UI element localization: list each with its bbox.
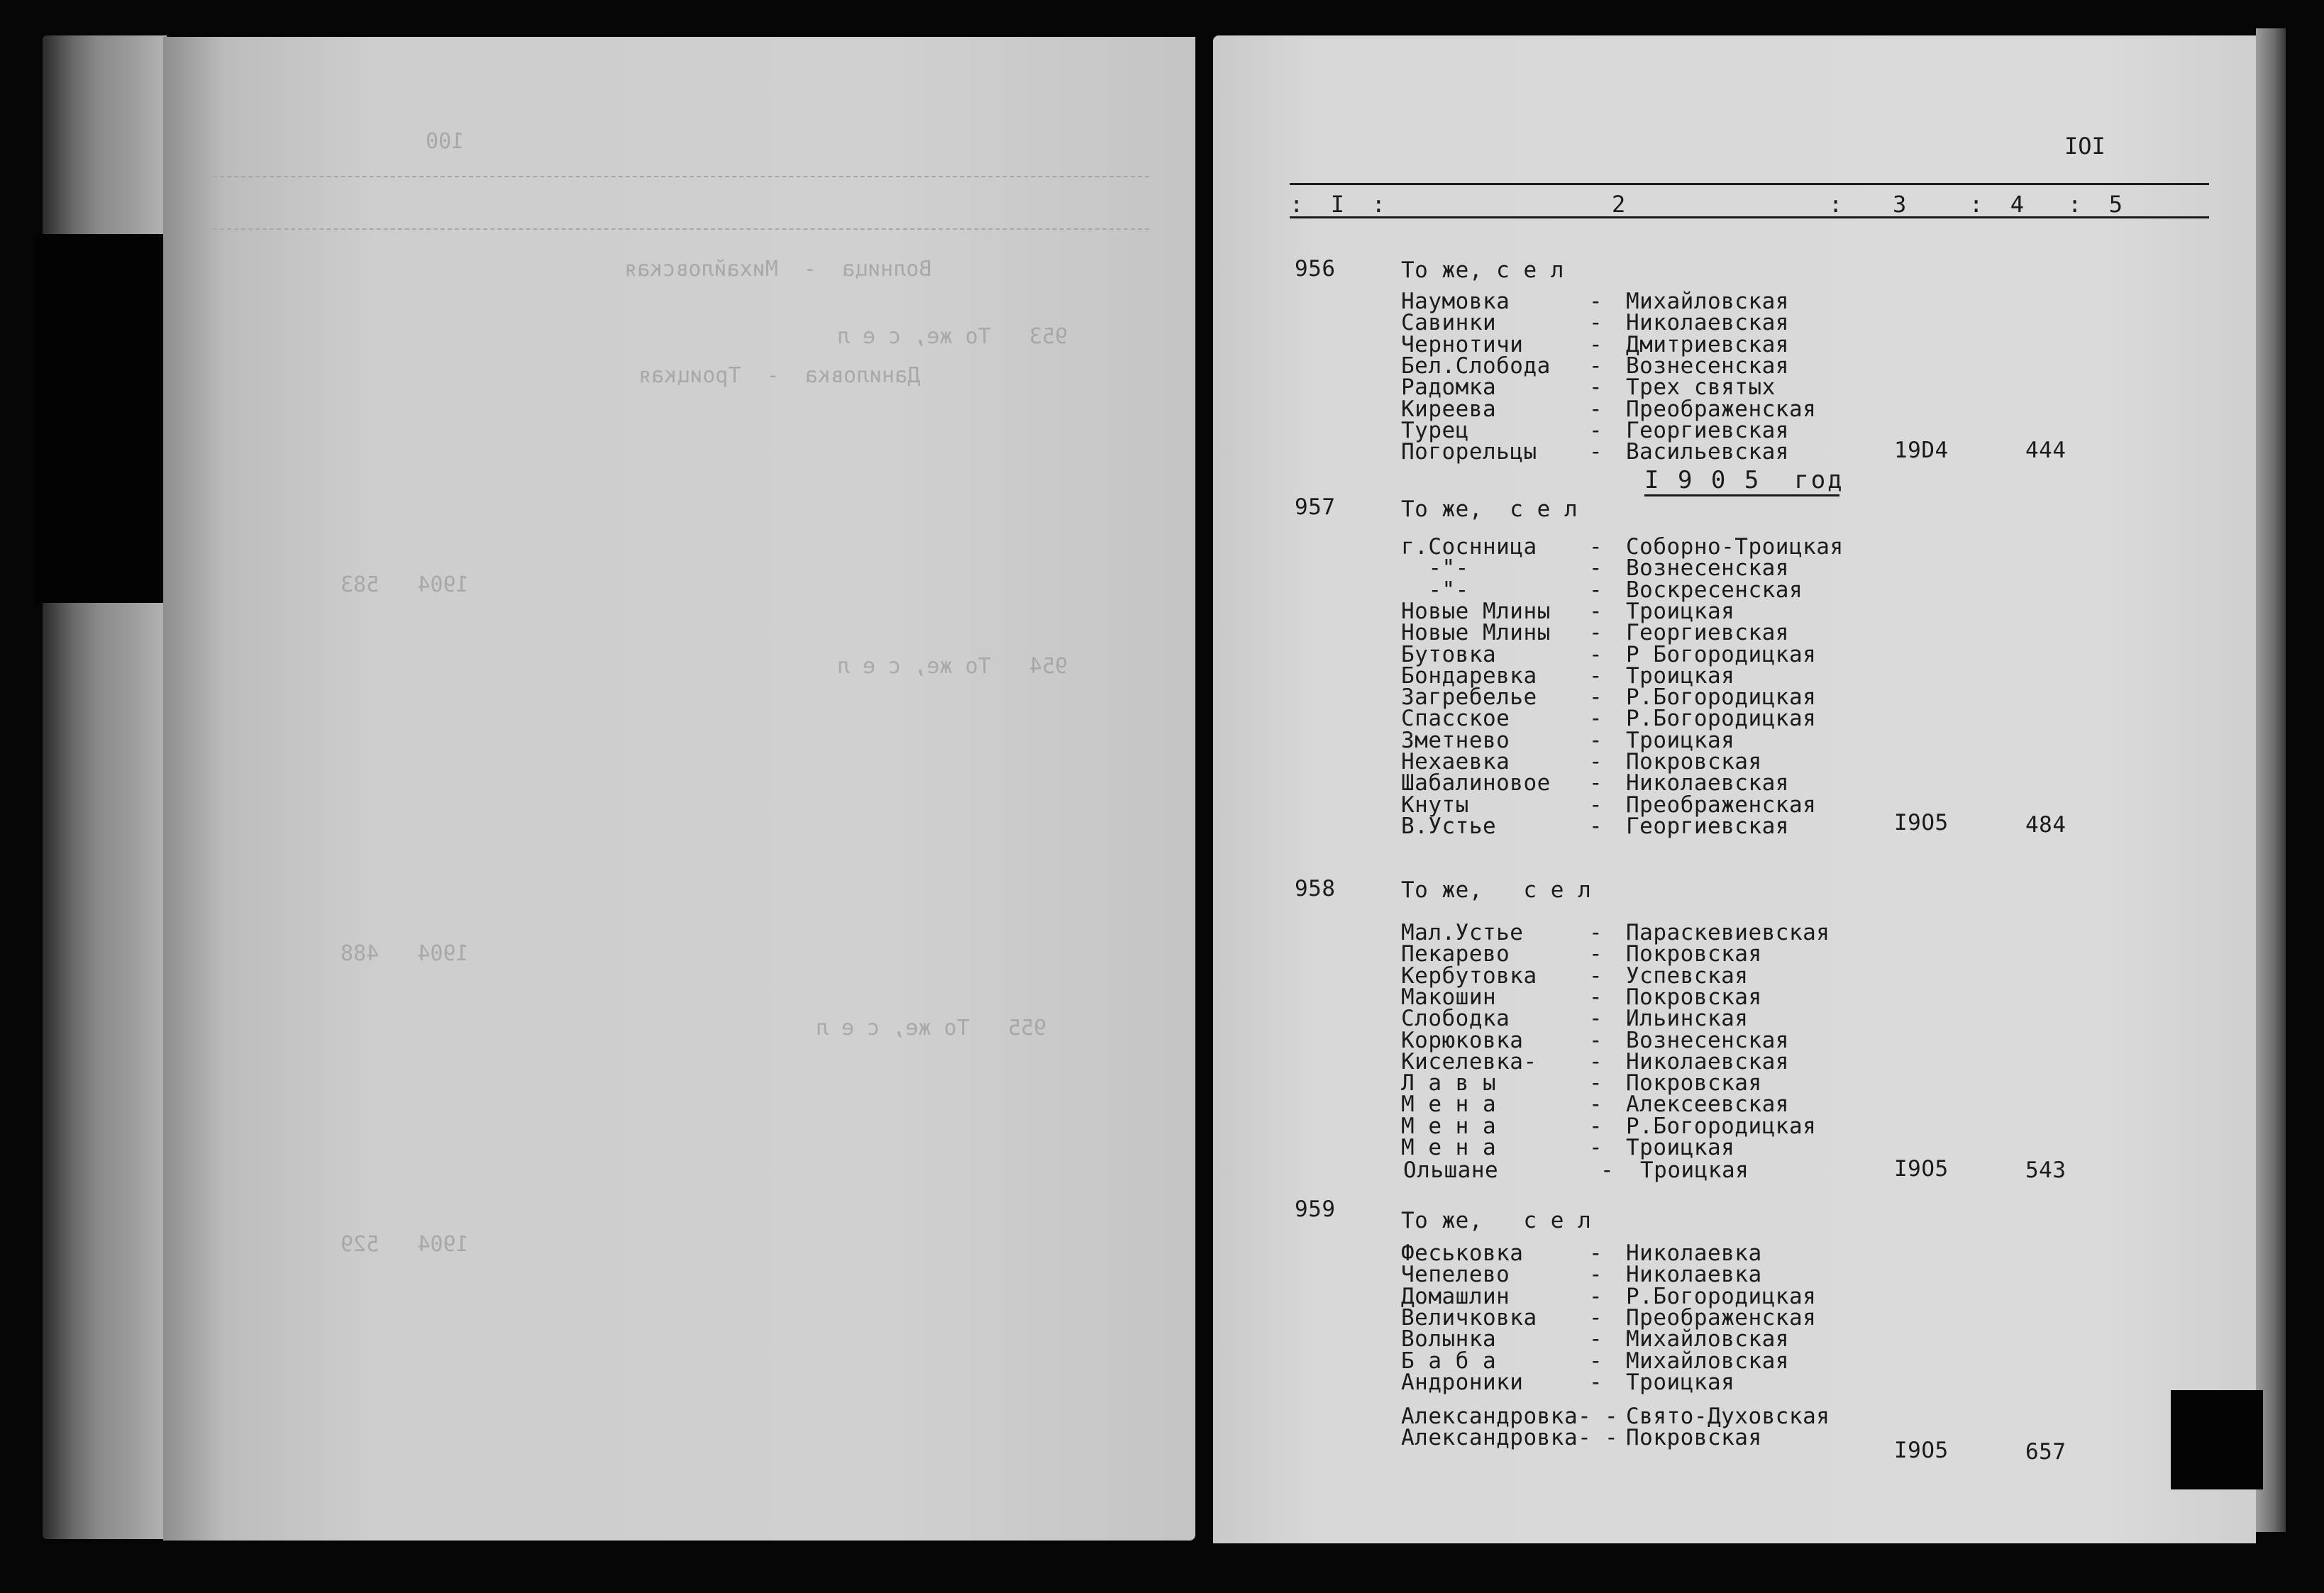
entry-number: 956 [1295,256,1336,282]
dash-separator: - [1589,1070,1603,1097]
dash-separator: - [1589,920,1603,945]
village-name: Александровка- [1401,1425,1592,1451]
dash-separator: - [1589,577,1603,603]
village-name: Нехаевка [1401,749,1510,775]
dash-separator: - [1589,417,1603,443]
church-name: Р.Богородицкая [1626,706,1817,732]
village-name: Радомка [1401,374,1497,401]
village-name: Андроники [1401,1369,1524,1395]
black-tab [35,234,163,603]
church-name: Р.Богородицкая [1626,1113,1817,1139]
church-name: Преображенская [1626,792,1817,818]
church-name: Покровская [1626,984,1762,1010]
village-name: Макошин [1401,984,1497,1010]
entry-heading: То же, с е л [1401,1208,1592,1233]
entry-year: I9O5 [1894,1438,1949,1463]
entry-count: 484 [2025,812,2066,838]
village-name: Бутовка [1401,641,1497,667]
village-name: Кнуты [1401,792,1469,818]
column-header-1: : I : [1290,191,1385,218]
entry-heading: То же, с е л [1401,496,1578,522]
entry-count: 444 [2025,438,2066,463]
village-name: Загребелье [1401,684,1537,711]
church-name: Покровская [1626,1425,1762,1451]
church-name: Р.Богородицкая [1626,1283,1817,1309]
bleed-line: 1904 583 [341,572,469,597]
village-name: М е н а [1401,1135,1497,1160]
church-name: Васильевская [1626,439,1789,465]
church-name: Троицкая [1640,1158,1749,1184]
entry-year: I9O5 [1894,1156,1949,1182]
village-name: Наумовка [1401,289,1510,314]
village-name: г.Соснница [1401,534,1537,560]
church-name: Соборно-Троицкая [1626,534,1844,560]
column-header-3: 3 [1893,191,1907,218]
dash-separator: - [1589,984,1603,1010]
entry-number: 958 [1295,876,1336,901]
church-name: Покровская [1626,941,1762,967]
dash-separator: - [1589,353,1603,379]
dash-separator: - [1589,962,1603,989]
church-name: Троицкая [1626,1135,1735,1160]
header-rule-bottom [1290,216,2209,218]
village-name: В.Устье [1401,813,1497,839]
dash-separator: - [1589,534,1603,560]
entry-heading: То же, с е л [1401,877,1592,903]
village-name: Погорельцы [1401,439,1537,465]
church-name: Свято-Духовская [1626,1404,1830,1430]
column-header-5: : 5 [2068,191,2123,218]
church-name: Вознесенская [1626,555,1789,582]
dash-separator: - [1589,641,1603,667]
bleed-line: Даниловка - Троицкая [638,363,921,388]
village-name: Александровка- [1401,1404,1592,1430]
bleed-line: 954 То же, с е л [837,654,1068,679]
entry-number: 957 [1295,494,1336,520]
village-name: Новые Млины [1401,598,1551,624]
village-name: Бондаревка [1401,662,1537,689]
dash-separator: - [1589,662,1603,689]
church-name: Дмитриевская [1626,331,1789,357]
entry-heading: То же, с е л [1401,257,1564,283]
dash-separator: - [1589,1240,1603,1266]
dash-separator: - [1589,727,1603,753]
book-right-edge [2256,28,2286,1532]
entry-count: 657 [2025,1439,2066,1465]
church-name: Николаевская [1626,770,1789,796]
village-name: Феськовка [1401,1240,1524,1266]
dash-separator: - [1589,1113,1603,1139]
dash-separator: - [1589,792,1603,818]
bleed-page-number: 100 [426,129,465,154]
dash-separator: - [1600,1158,1615,1184]
church-name: Михайловская [1626,1326,1789,1353]
year-heading: I 9 0 5 год [1644,467,1839,496]
dash-separator: - [1589,1006,1603,1032]
dash-separator: - [1589,310,1603,336]
village-name: Б а б а [1401,1348,1497,1374]
dash-separator: - [1589,1027,1603,1053]
village-name: Домашлин [1401,1283,1510,1309]
dash-separator: - [1589,813,1603,839]
village-name: Турец [1401,417,1469,443]
dash-separator: - [1589,1092,1603,1118]
church-name: Михайловская [1626,1348,1789,1374]
village-name: Кербутовка [1401,962,1537,989]
village-name: -"- [1401,555,1469,582]
village-name: Новые Млины [1401,620,1551,646]
dash-separator: - [1589,1135,1603,1160]
bleed-line: 955 То же, с е л [816,1016,1047,1040]
village-name: -"- [1401,577,1469,603]
church-name: Вознесенская [1626,353,1789,379]
bleed-line: 1904 529 [341,1232,469,1257]
entry-count: 543 [2025,1158,2066,1183]
dash-separator: - [1589,374,1603,401]
village-name: Волынка [1401,1326,1497,1353]
church-name: Михайловская [1626,289,1789,314]
church-name: Покровская [1626,749,1762,775]
dash-separator: - [1589,289,1603,314]
entry-year: I9O5 [1894,810,1949,836]
dash-separator: - [1589,620,1603,646]
dash-separator: - [1589,555,1603,582]
church-name: Вознесенская [1626,1027,1789,1053]
dash-separator: - [1589,1048,1603,1075]
dash-separator: - [1589,331,1603,357]
dash-separator: - [1589,684,1603,711]
dash-separator: - [1589,770,1603,796]
village-name: Спасское [1401,706,1510,732]
bleed-rule-top [213,176,1149,177]
entry-year: 19D4 [1894,438,1949,463]
church-name: Георгиевская [1626,620,1789,646]
church-name: Воскресенская [1626,577,1803,603]
church-name: Трех святых [1626,374,1776,401]
dash-separator: - [1589,396,1603,422]
dash-separator: - [1589,1262,1603,1288]
church-name: Николаевская [1626,1048,1789,1075]
dash-separator: - [1589,1304,1603,1331]
church-name: Р.Богородицкая [1626,684,1817,711]
village-name: Бел.Слобода [1401,353,1551,379]
village-name: Чепелево [1401,1262,1510,1288]
dash-separator: - [1589,439,1603,465]
village-name: Киреева [1401,396,1497,422]
village-name: М е н а [1401,1113,1497,1139]
church-name: Преображенская [1626,1304,1817,1331]
dash-separator: - [1589,941,1603,967]
column-header-sep: : [1829,191,1843,218]
church-name: Георгиевская [1626,813,1789,839]
dash-separator: - [1589,1326,1603,1353]
village-name: Шабалиновое [1401,770,1551,796]
bleed-line: 1904 488 [341,941,469,966]
church-name: Николаевская [1626,310,1789,336]
village-name: Мал.Устье [1401,920,1524,945]
page-notch [2171,1390,2263,1489]
dash-separator: - [1589,1348,1603,1374]
header-rule-top [1290,183,2209,185]
church-name: Николаевка [1626,1262,1762,1288]
village-name: Величковка [1401,1304,1537,1331]
church-name: Троицкая [1626,662,1735,689]
entry-number: 959 [1295,1197,1336,1222]
village-name: Киселевка- [1401,1048,1537,1075]
church-name: Покровская [1626,1070,1762,1097]
dash-separator: - [1605,1404,1619,1430]
church-name: Р Богородицкая [1626,641,1817,667]
church-name: Георгиевская [1626,417,1789,443]
church-name: Троицкая [1626,1369,1735,1395]
dash-separator: - [1589,1369,1603,1395]
village-name: Л а в ы [1401,1070,1497,1097]
church-name: Троицкая [1626,727,1735,753]
church-name: Преображенская [1626,396,1817,422]
village-name: Пекарево [1401,941,1510,967]
church-name: Алексеевская [1626,1092,1789,1118]
dash-separator: - [1605,1425,1619,1451]
column-header-4: : 4 [1969,191,2025,218]
church-name: Ильинская [1626,1006,1749,1032]
village-name: Ольшане [1403,1158,1499,1184]
village-name: Слободка [1401,1006,1510,1032]
dash-separator: - [1589,749,1603,775]
village-name: Савинки [1401,310,1497,336]
bleed-rule-bottom [213,228,1149,230]
page-number: IOI [2064,133,2106,160]
bleed-line: Волница - Михайловская [624,257,932,282]
village-name: Чернотичи [1401,331,1524,357]
dash-separator: - [1589,706,1603,732]
church-name: Троицкая [1626,598,1735,624]
dash-separator: - [1589,598,1603,624]
church-name: Успевская [1626,962,1749,989]
village-name: Зметнево [1401,727,1510,753]
village-name: Корюковка [1401,1027,1524,1053]
column-header-2: 2 [1612,191,1626,218]
church-name: Параскевиевская [1626,920,1830,945]
village-name: М е н а [1401,1092,1497,1118]
church-name: Николаевка [1626,1240,1762,1266]
bleed-line: 953 То же, с е л [837,324,1068,349]
dash-separator: - [1589,1283,1603,1309]
